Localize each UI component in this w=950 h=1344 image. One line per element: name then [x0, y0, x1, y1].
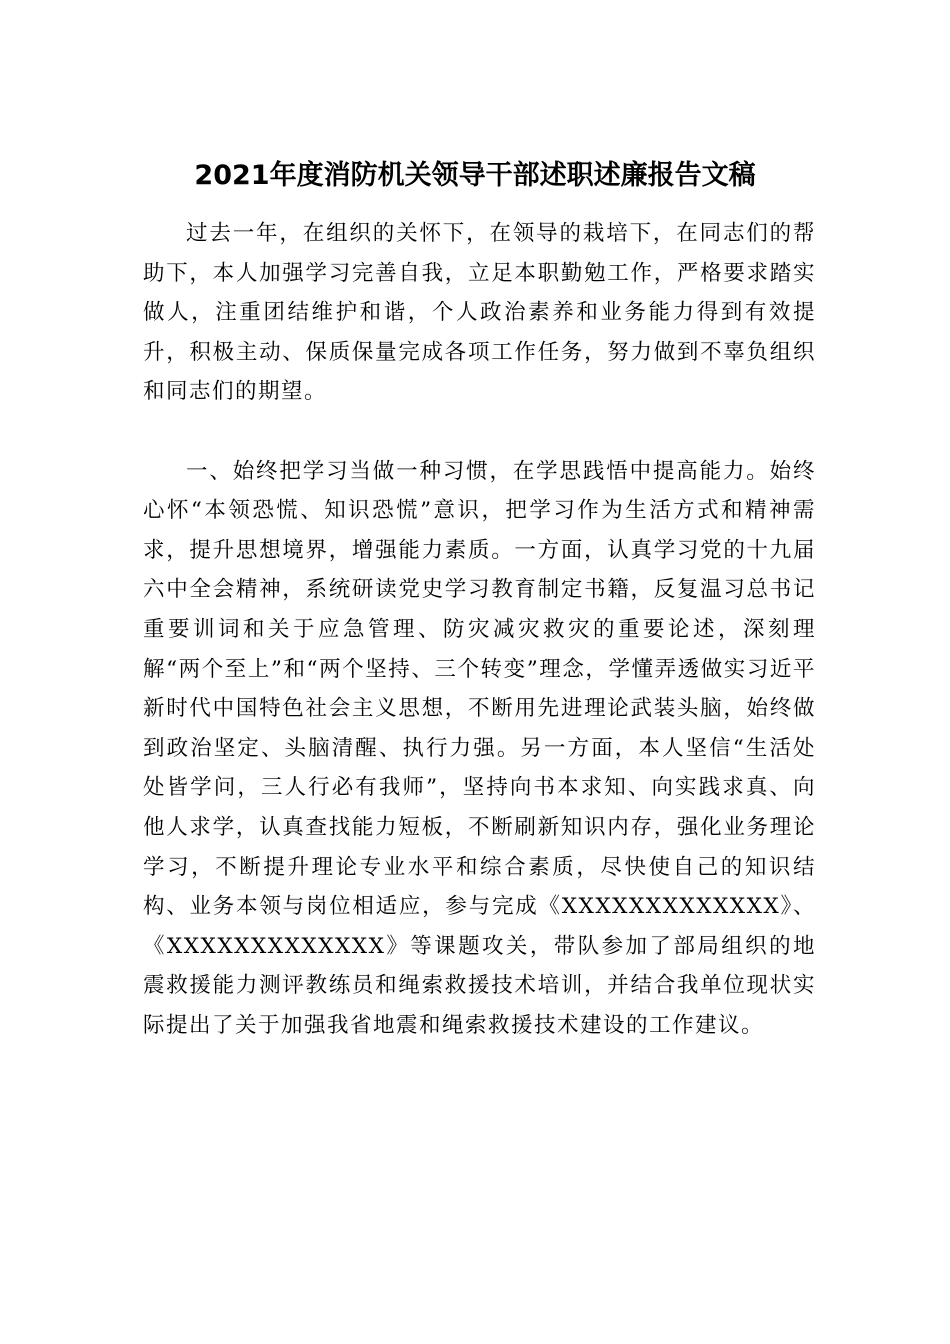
- paragraph-section-one: 一、始终把学习当做一种习惯，在学思践悟中提高能力。始终心怀“本领恐慌、知识恐慌”意识，把学习作为生活方式和精神需求，提升思想境界，增强能力素质。一方面，认真学习党的十九届六中全会精神，系统研读党史学习教育制定书籍，反复温习总书记重要训词和关于应急管理、防灾减灾救灾的重要论述，深刻理解“两个至上”和“两个坚持、三个转变”理念，学懂弄透做实习近平新时代中国特色社会主义思想，不断用先进理论武装头脑，始终做到政治坚定、头脑清醒、执行力强。另一方面，本人坚信“生活处处皆学问，三人行必有我师”，坚持向书本求知、向实践求真、向他人求学，认真查找能力短板，不断刷新知识内存，强化业务理论学习，不断提升理论专业水平和综合素质，尽快使自己的知识结构、业务本领与岗位相适应，参与完成《XXXXXXXXXXXXX》、《XXXXXXXXXXXXX》等课题攻关，带队参加了部局组织的地震救援能力测评教练员和绳索救援技术培训，并结合我单位现状实际提出了关于加强我省地震和绳索救援技术建设的工作建议。: [143, 458, 816, 1038]
- document-title: 2021年度消防机关领导干部述职述廉报告文稿: [194, 160, 756, 191]
- document-body: [143, 214, 816, 1045]
- paragraph-spacer: [143, 412, 816, 452]
- paragraph-intro: 过去一年，在组织的关怀下，在领导的栽培下，在同志们的帮助下，本人加强学习完善自我，立足本职勤勉工作，严格要求踏实做人，注重团结维护和谐，个人政治素养和业务能力得到有效提升，积极主动、保质保量完成各项工作任务，努力做到不辜负组织和同志们的期望。: [143, 221, 816, 405]
